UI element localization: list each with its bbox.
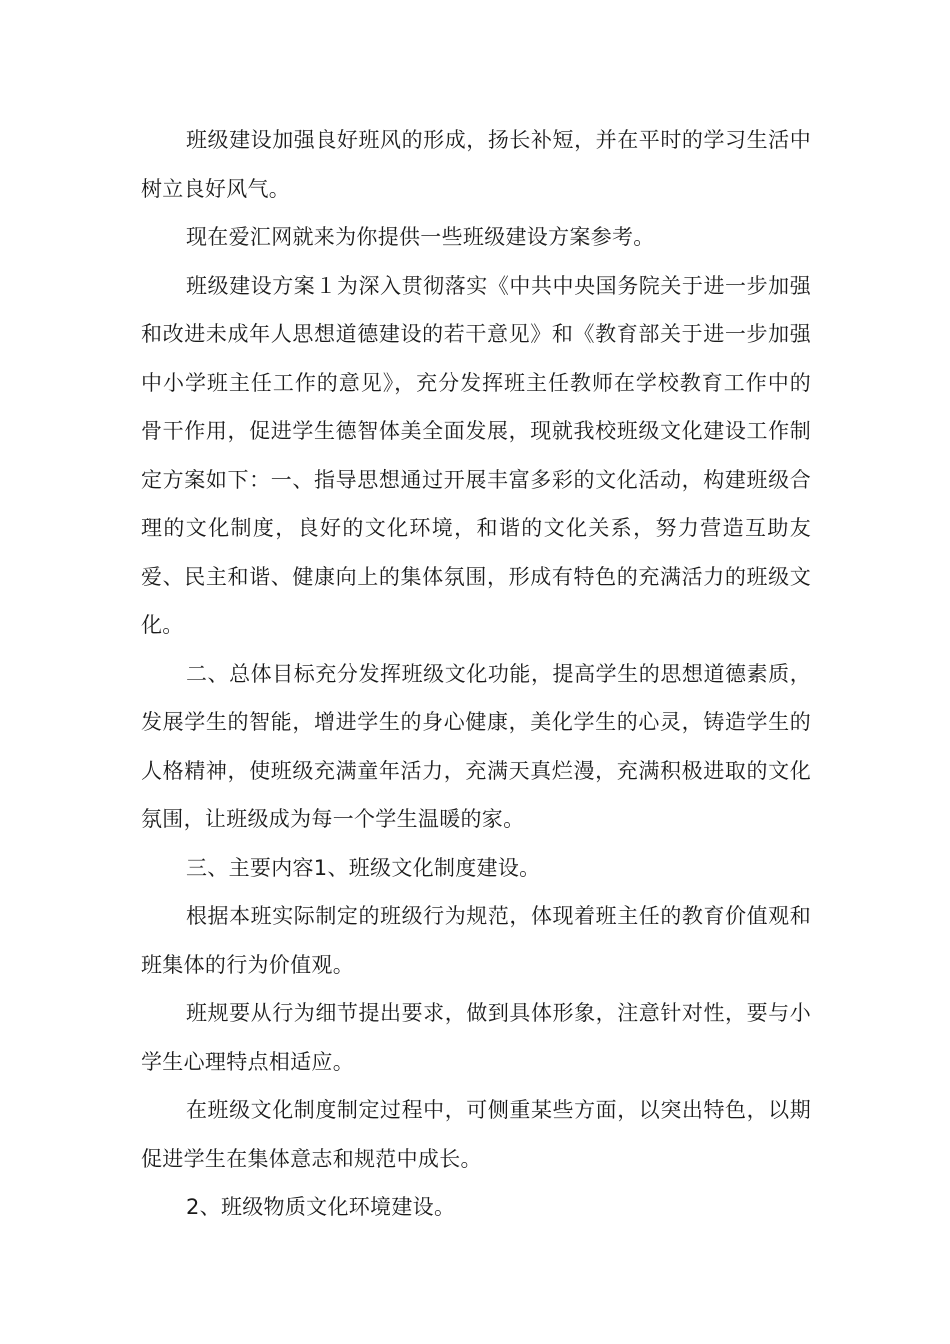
paragraph-1: 班级建设加强良好班风的形成，扬长补短，并在平时的学习生活中树立良好风气。 [141, 128, 811, 201]
paragraph-9: 2、班级物质文化环境建设。 [186, 1195, 456, 1219]
paragraph-4: 二、总体目标充分发挥班级文化功能，提高学生的思想道德素质，发展学生的智能，增进学生的身心健康，美化学生的心灵，铸造学生的人格精神，使班级充满童年活力，充满天真烂漫，充满积极进取的文化氛围，让班级成为每一个学生温暖的家。 [141, 661, 811, 831]
document-body [141, 116, 811, 1232]
paragraph-5: 三、主要内容1、班级文化制度建设。 [186, 855, 541, 880]
paragraph-7: 班规要从行为细节提出要求，做到具体形象，注意针对性，要与小学生心理特点相适应。 [141, 1001, 811, 1074]
paragraph-8: 在班级文化制度制定过程中，可侧重某些方面，以突出特色，以期促进学生在集体意志和规范中成长。 [141, 1098, 811, 1171]
paragraph-6: 根据本班实际制定的班级行为规范，体现着班主任的教育价值观和班集体的行为价值观。 [141, 904, 811, 977]
paragraph-3: 班级建设方案１为深入贯彻落实《中共中央国务院关于进一步加强和改进未成年人思想道德建设的若干意见》和《教育部关于进一步加强中小学班主任工作的意见》，充分发挥班主任教师在学校教育工作中的骨干作用，促进学生德智体美全面发展，现就我校班级文化建设工作制定方案如下：一、指导思想通过开展丰富多彩的文化活动，构建班级合理的文化制度，良好的文化环境，和谐的文化关系，努力营造互助友爱、民主和谐、健康向上的集体氛围，形成有特色的充满活力的班级文化。 [141, 273, 811, 637]
paragraph-2: 现在爱汇网就来为你提供一些班级建设方案参考。 [186, 225, 655, 249]
